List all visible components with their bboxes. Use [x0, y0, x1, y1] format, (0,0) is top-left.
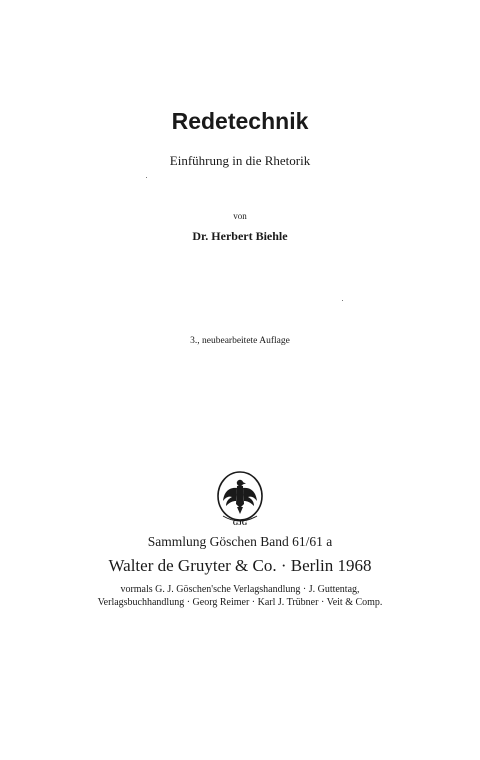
logo-monogram: GJG — [232, 519, 248, 527]
book-title: Redetechnik — [171, 108, 309, 134]
former-publishers-line-2: Verlagsbuchhandlung · Georg Reimer · Karl J. Trübner · Veit & Comp. — [97, 597, 383, 608]
scan-speck — [146, 177, 147, 178]
former-publishers-line-1: vormals G. J. Göschen'sche Verlagshandlung · J. Guttentag, — [120, 584, 360, 595]
by-word: von — [233, 211, 247, 221]
scan-speck — [342, 300, 343, 301]
author-name: Dr. Herbert Biehle — [192, 229, 288, 243]
edition-note: 3., neubearbeitete Auflage — [190, 336, 290, 346]
eagle-emblem-icon — [214, 470, 266, 530]
book-subtitle: Einführung in die Rhetorik — [169, 153, 311, 168]
publisher-line: Walter de Gruyter & Co. · Berlin 1968 — [108, 556, 372, 575]
series-info: Sammlung Göschen Band 61/61 a — [147, 534, 333, 549]
